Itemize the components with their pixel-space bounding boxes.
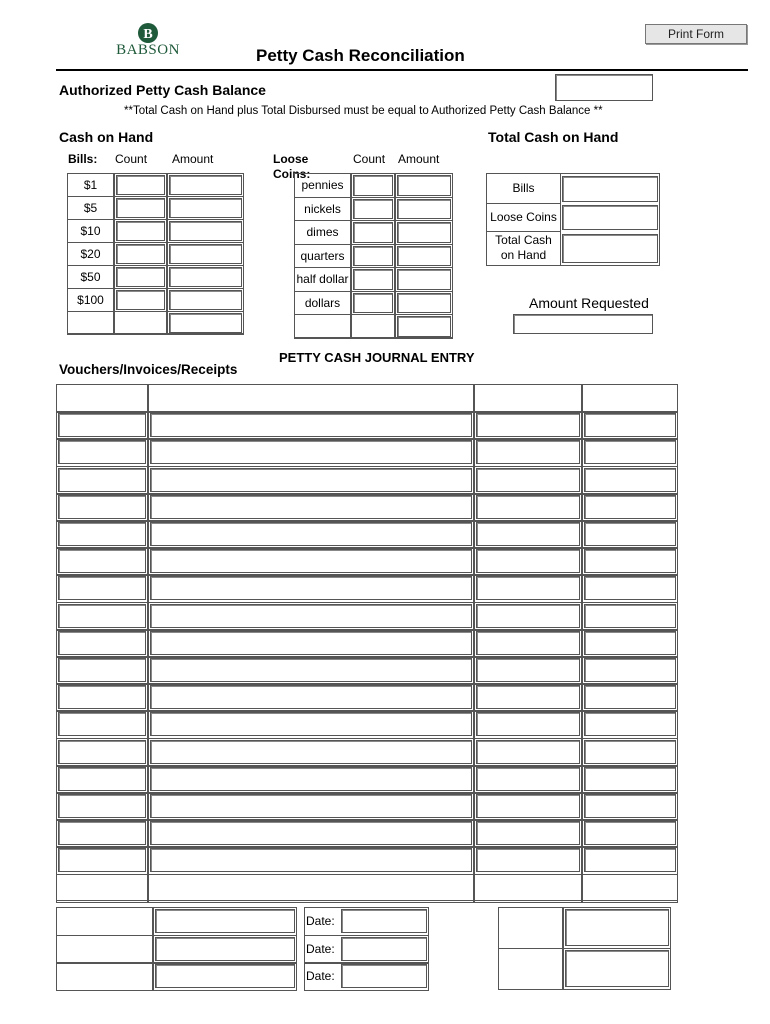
journal-entry-field[interactable]: [476, 576, 580, 600]
journal-entry-field[interactable]: [150, 495, 472, 519]
coin-count-field[interactable]: [353, 175, 393, 196]
bill-amount-field[interactable]: [169, 313, 242, 333]
coin-type: dimes: [306, 225, 339, 239]
journal-entry-field[interactable]: [150, 440, 472, 464]
coin-amount-field[interactable]: [397, 175, 451, 196]
journal-entry-field[interactable]: [476, 631, 580, 655]
journal-entry-field[interactable]: [584, 413, 676, 437]
journal-entry-field[interactable]: [150, 821, 472, 845]
signature-field[interactable]: [155, 909, 295, 933]
coin-count-field[interactable]: [353, 293, 393, 314]
date-label: Date:: [306, 969, 335, 983]
bill-denomination: $50: [80, 270, 101, 284]
journal-entry-field[interactable]: [584, 821, 676, 845]
amount-requested-field[interactable]: [513, 314, 653, 334]
bills-count-header: Count: [115, 152, 148, 166]
date-field[interactable]: [341, 964, 427, 988]
journal-entry-field[interactable]: [476, 522, 580, 546]
authorized-balance-field[interactable]: [555, 74, 653, 101]
journal-entry-field[interactable]: [150, 712, 472, 736]
total-bills-label: Bills: [512, 181, 535, 195]
approval-label-cell: [498, 907, 563, 949]
total-coins-label: Loose Coins: [490, 210, 557, 224]
journal-cell: [474, 384, 582, 413]
journal-entry-field[interactable]: [584, 712, 676, 736]
journal-entry-field[interactable]: [476, 740, 580, 764]
bill-amount-field[interactable]: [169, 290, 242, 310]
bill-amount-field[interactable]: [169, 244, 242, 264]
journal-entry-field[interactable]: [476, 413, 580, 437]
journal-entry-field[interactable]: [58, 440, 146, 464]
coins-count-header: Count: [353, 152, 386, 166]
date-field[interactable]: [341, 937, 427, 961]
coin-count-field[interactable]: [353, 269, 393, 290]
bills-header: Bills:: [68, 152, 98, 166]
print-form-button[interactable]: Print Form: [645, 24, 747, 44]
journal-entry-field[interactable]: [150, 549, 472, 573]
journal-entry-field[interactable]: [584, 740, 676, 764]
logo-text: BABSON: [116, 42, 180, 58]
coin-amount-field[interactable]: [397, 222, 451, 243]
cash-on-hand-title: Cash on Hand: [59, 129, 154, 145]
journal-entry-field[interactable]: [58, 522, 146, 546]
authorized-balance-label: Authorized Petty Cash Balance: [59, 82, 266, 98]
bill-count-field[interactable]: [116, 244, 165, 264]
journal-entry-field[interactable]: [476, 549, 580, 573]
authorized-note: **Total Cash on Hand plus Total Disbursed must be equal to Authorized Petty Cash Balance **: [124, 105, 603, 117]
journal-entry-field[interactable]: [476, 848, 580, 872]
coin-count-field[interactable]: [353, 199, 393, 220]
journal-entry-field[interactable]: [58, 413, 146, 437]
journal-entry-field[interactable]: [58, 685, 146, 709]
approval-field[interactable]: [565, 909, 669, 946]
svg-text:B: B: [143, 27, 153, 42]
journal-entry-field[interactable]: [150, 413, 472, 437]
journal-entry-field[interactable]: [150, 631, 472, 655]
journal-entry-field[interactable]: [584, 848, 676, 872]
journal-entry-field[interactable]: [584, 468, 676, 492]
total-coins-field[interactable]: [562, 205, 658, 230]
journal-entry-field[interactable]: [58, 631, 146, 655]
journal-entry-field[interactable]: [150, 522, 472, 546]
journal-entry-field[interactable]: [58, 794, 146, 818]
journal-entry-field[interactable]: [150, 740, 472, 764]
bill-denomination: $10: [80, 224, 101, 238]
journal-entry-field[interactable]: [584, 495, 676, 519]
journal-entry-field[interactable]: [58, 712, 146, 736]
journal-entry-field[interactable]: [58, 576, 146, 600]
coin-count-field[interactable]: [353, 222, 393, 243]
approval-label-cell: [498, 948, 563, 990]
journal-entry-field[interactable]: [58, 604, 146, 628]
signature-field[interactable]: [155, 964, 295, 988]
total-cash-label: Total Cash on Hand: [495, 233, 552, 262]
journal-entry-field[interactable]: [150, 576, 472, 600]
vouchers-label: Vouchers/Invoices/Receipts: [59, 362, 238, 377]
journal-cell: [148, 384, 474, 413]
journal-title: PETTY CASH JOURNAL ENTRY: [279, 350, 475, 365]
journal-entry-field[interactable]: [58, 740, 146, 764]
coin-type: dollars: [304, 295, 341, 310]
journal-entry-field[interactable]: [584, 685, 676, 709]
journal-entry-field[interactable]: [584, 522, 676, 546]
journal-entry-field[interactable]: [584, 631, 676, 655]
coin-amount-field[interactable]: [397, 316, 451, 337]
bill-count-field[interactable]: [116, 175, 165, 195]
journal-entry-field[interactable]: [150, 794, 472, 818]
amount-requested-label: Amount Requested: [529, 295, 649, 311]
coin-type: quarters: [300, 248, 345, 263]
journal-entry-field[interactable]: [58, 658, 146, 682]
coin-type: half dollar: [296, 272, 349, 286]
journal-entry-field[interactable]: [150, 468, 472, 492]
journal-entry-field[interactable]: [58, 848, 146, 872]
bills-amount-header: Amount: [172, 152, 214, 166]
journal-entry-field[interactable]: [476, 495, 580, 519]
journal-entry-field[interactable]: [584, 794, 676, 818]
coin-amount-field[interactable]: [397, 199, 451, 220]
signature-field[interactable]: [155, 937, 295, 961]
signature-name-cell: [56, 907, 153, 936]
journal-cell: [582, 874, 678, 903]
journal-entry-field[interactable]: [150, 767, 472, 791]
journal-entry-field[interactable]: [476, 658, 580, 682]
bill-amount-field[interactable]: [169, 175, 242, 195]
bill-denomination: $20: [80, 247, 101, 261]
bill-denomination: $5: [83, 201, 98, 215]
signature-name-cell: [56, 935, 153, 964]
journal-entry-field[interactable]: [58, 767, 146, 791]
total-cash-field[interactable]: [562, 234, 658, 263]
journal-entry-field[interactable]: [58, 821, 146, 845]
journal-entry-field[interactable]: [58, 468, 146, 492]
date-field[interactable]: [341, 909, 427, 933]
bill-denomination: $1: [83, 178, 98, 192]
bill-count-field[interactable]: [116, 221, 165, 241]
journal-entry-field[interactable]: [150, 685, 472, 709]
journal-entry-field[interactable]: [476, 440, 580, 464]
coin-amount-field[interactable]: [397, 293, 451, 314]
journal-cell: [148, 874, 474, 903]
journal-cell: [56, 874, 148, 903]
header-divider: [56, 69, 748, 71]
date-label: Date:: [306, 914, 335, 928]
total-bills-field[interactable]: [562, 176, 658, 202]
journal-entry-field[interactable]: [150, 604, 472, 628]
journal-entry-field[interactable]: [476, 767, 580, 791]
page-title: Petty Cash Reconciliation: [256, 46, 465, 65]
bills-cell: [114, 311, 167, 335]
journal-entry-field[interactable]: [58, 495, 146, 519]
journal-entry-field[interactable]: [150, 848, 472, 872]
bill-amount-field[interactable]: [169, 221, 242, 241]
journal-cell: [474, 874, 582, 903]
journal-entry-field[interactable]: [584, 440, 676, 464]
journal-entry-field[interactable]: [58, 549, 146, 573]
journal-entry-field[interactable]: [150, 658, 472, 682]
signature-name-cell: [56, 962, 153, 991]
coin-amount-field[interactable]: [397, 246, 451, 267]
journal-entry-field[interactable]: [476, 685, 580, 709]
coin-amount-field[interactable]: [397, 269, 451, 290]
coins-cell: [294, 314, 351, 339]
coins-cell: [351, 314, 395, 339]
date-label: Date:: [306, 942, 335, 956]
journal-entry-field[interactable]: [584, 576, 676, 600]
journal-entry-field[interactable]: [476, 604, 580, 628]
total-cash-title: Total Cash on Hand: [488, 129, 619, 145]
bill-amount-field[interactable]: [169, 267, 242, 287]
journal-entry-field[interactable]: [584, 767, 676, 791]
journal-entry-field[interactable]: [476, 712, 580, 736]
journal-entry-field[interactable]: [584, 604, 676, 628]
journal-entry-field[interactable]: [476, 468, 580, 492]
journal-cell: [56, 384, 148, 413]
bill-count-field[interactable]: [116, 198, 165, 218]
journal-entry-field[interactable]: [476, 821, 580, 845]
coins-header: Loose Coins:: [273, 152, 311, 181]
coin-type: nickels: [304, 201, 341, 216]
journal-entry-field[interactable]: [584, 658, 676, 682]
bill-amount-field[interactable]: [169, 198, 242, 218]
journal-entry-field[interactable]: [476, 794, 580, 818]
journal-entry-field[interactable]: [584, 549, 676, 573]
coins-amount-header: Amount: [398, 152, 440, 166]
bill-count-field[interactable]: [116, 290, 165, 310]
bill-count-field[interactable]: [116, 267, 165, 287]
coin-type: pennies: [301, 178, 344, 192]
bill-denomination: $100: [77, 293, 104, 307]
approval-field[interactable]: [565, 950, 669, 987]
coin-count-field[interactable]: [353, 246, 393, 267]
bills-cell: [67, 311, 114, 335]
journal-cell: [582, 384, 678, 413]
